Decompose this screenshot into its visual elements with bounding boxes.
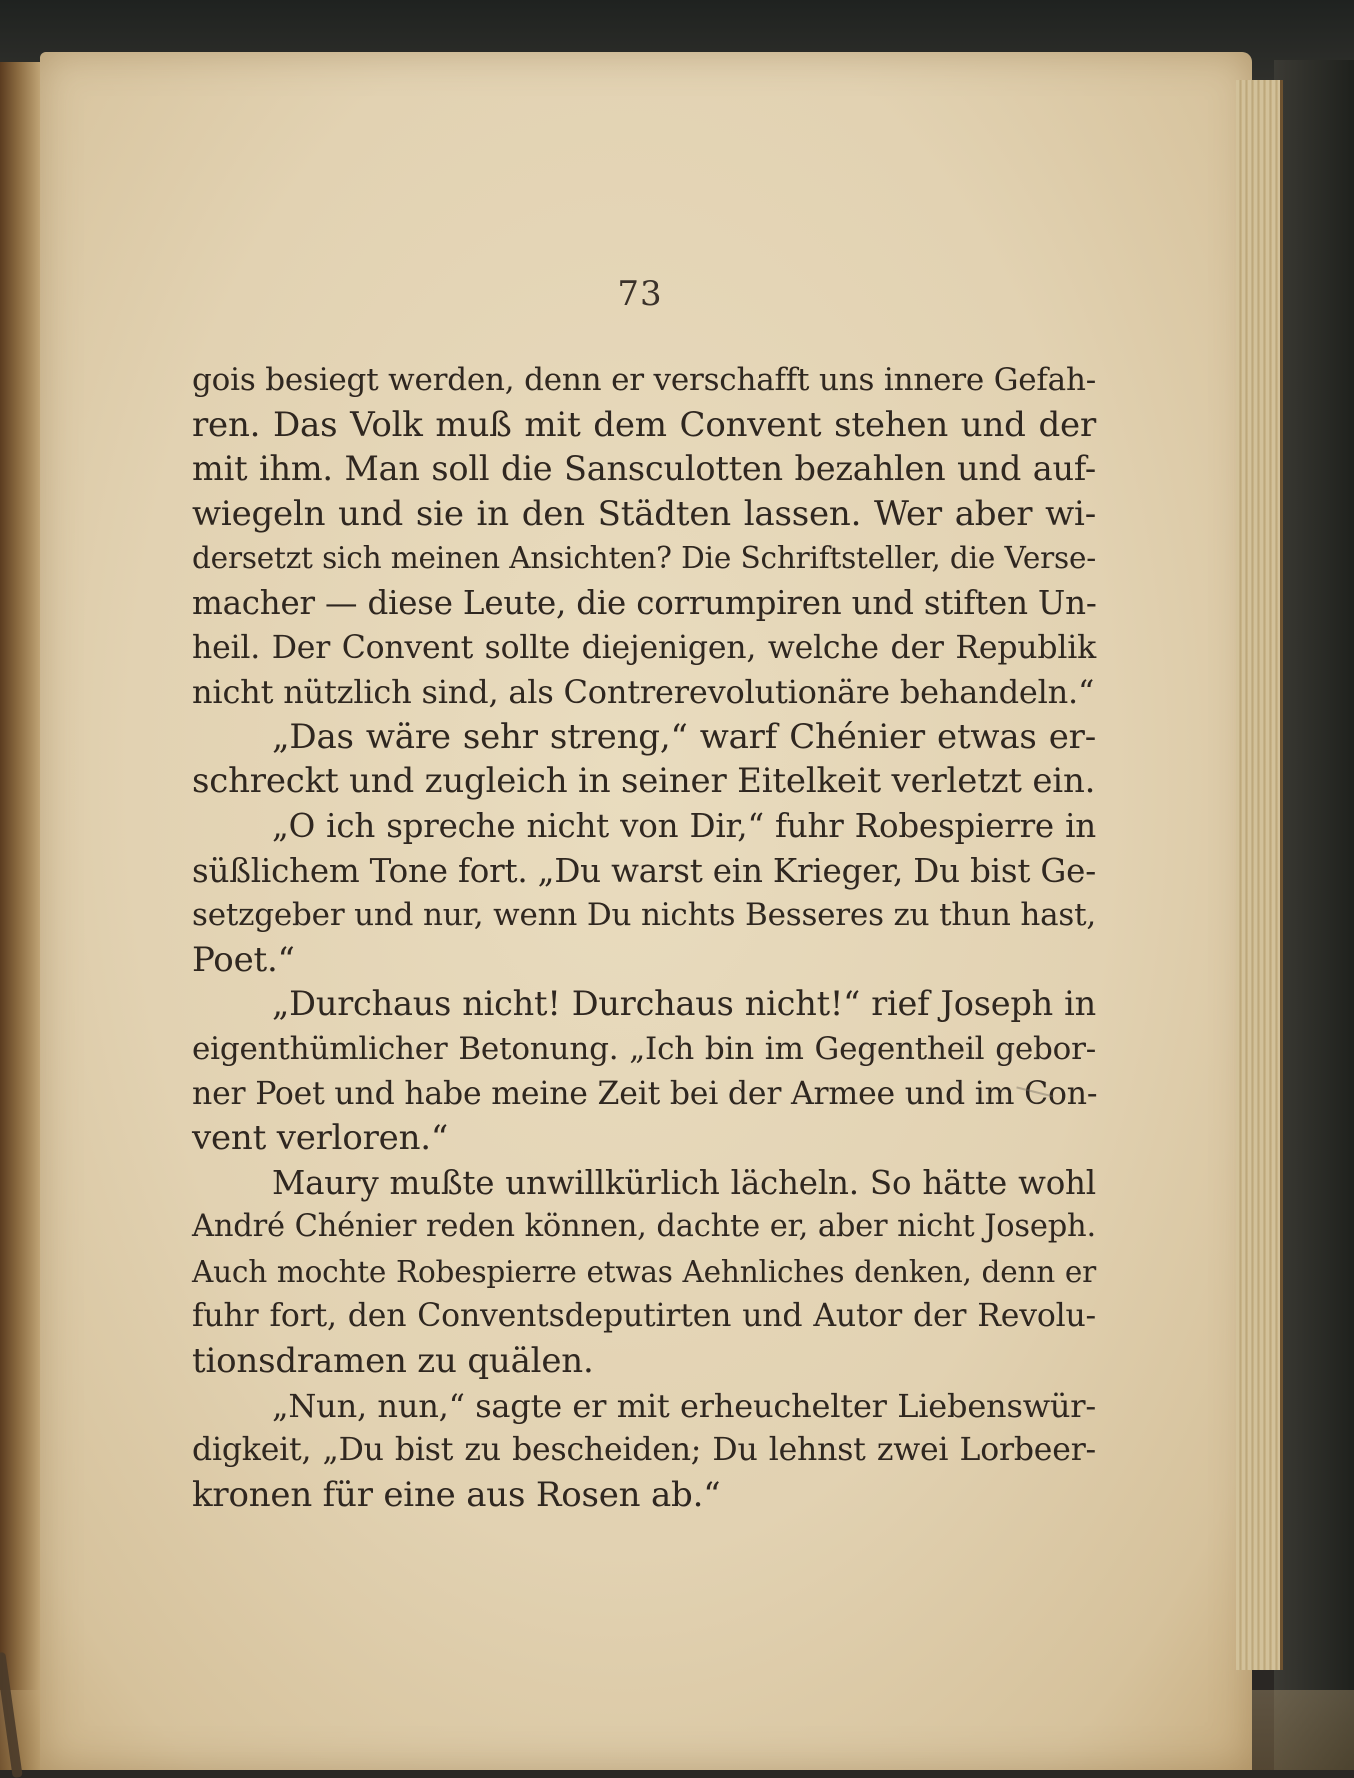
book-page <box>40 52 1252 1770</box>
text-line: Auch mochte Robespierre etwas Aehnliches denken, denn er <box>192 1254 1096 1289</box>
text-line: Poet.“ <box>192 939 295 980</box>
text-line: wiegeln und sie in den Städten lassen. Wer aber wi- <box>192 493 1096 534</box>
text-line: schreckt und zugleich in seiner Eitelkeit verletzt ein. <box>192 761 1096 802</box>
text-line: eigenthümlicher Betonung. „Ich bin im Gegentheil gebor- <box>192 1030 1096 1067</box>
text-line: digkeit, „Du bist zu bescheiden; Du lehnst zwei Lorbeer- <box>192 1432 1096 1469</box>
text-line: ner Poet und habe meine Zeit bei der Armee und im Con- <box>192 1075 1098 1112</box>
text-line: mit ihm. Man soll die Sansculotten bezahlen und auf- <box>192 449 1096 489</box>
text-line: kronen für eine aus Rosen ab.“ <box>192 1474 721 1515</box>
text-line: gois besiegt werden, denn er verschafft uns innere Gefah- <box>192 362 1096 398</box>
text-line: macher — diese Leute, die corrumpiren und stiften Un- <box>192 583 1097 622</box>
text-line: André Chénier reden können, dachte er, aber nicht Joseph. <box>192 1209 1096 1245</box>
text-line: heil. Der Convent sollte diejenigen, welche der Republik <box>192 629 1096 666</box>
text-line: süßlichem Tone fort. „Du warst ein Krieger, Du bist Ge- <box>192 851 1096 890</box>
text-line: setzgeber und nur, wenn Du nichts Besseres zu thun hast, <box>192 897 1096 934</box>
text-line: nicht nützlich sind, als Contrerevolutionäre behandeln.“ <box>192 673 1095 712</box>
text-line: fuhr fort, den Conventsdeputirten und Autor der Revolu- <box>192 1298 1096 1335</box>
page-number: 73 <box>617 274 663 314</box>
text-line: „Das wäre sehr streng,“ warf Chénier etwas er- <box>272 716 1096 757</box>
text-line: „Nun, nun,“ sagte er mit erheuchelter Liebenswür- <box>272 1386 1096 1425</box>
text-line: „Durchaus nicht! Durchaus nicht!“ rief Joseph in <box>272 984 1096 1024</box>
text-line: ren. Das Volk muß mit dem Convent stehen und der <box>192 404 1096 445</box>
text-line: dersetzt sich meinen Ansichten? Die Schriftsteller, die Verse- <box>192 541 1096 576</box>
book-cover-right <box>1274 60 1354 1770</box>
page-block-edges <box>1236 80 1283 1670</box>
page-text <box>192 358 1096 1517</box>
text-line: tionsdramen zu quälen. <box>192 1341 594 1382</box>
text-line: Maury mußte unwillkürlich lächeln. So hätte wohl <box>272 1163 1096 1202</box>
text-line: vent verloren.“ <box>192 1118 449 1159</box>
text-line: „O ich spreche nicht von Dir,“ fuhr Robespierre in <box>272 806 1096 845</box>
